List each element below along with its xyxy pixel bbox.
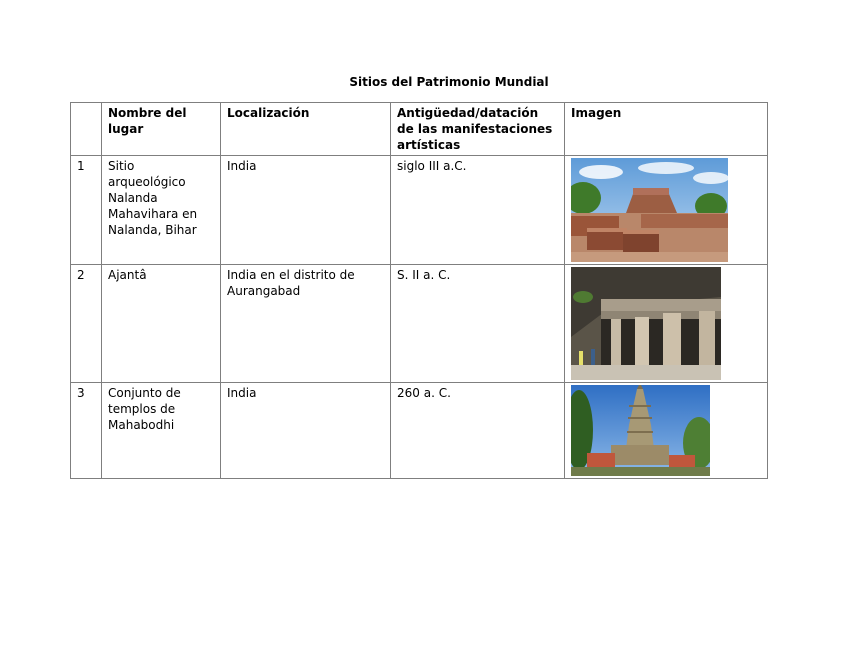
site-location: India en el distrito de Aurangabad (221, 265, 391, 383)
site-location: India (221, 156, 391, 265)
header-location: Localización (221, 103, 391, 156)
table-row (71, 265, 768, 383)
header-date: Antigüedad/datación de las manifestaciones artísticas (391, 103, 565, 156)
table-header-row (71, 103, 768, 156)
site-date: 260 a. C. (391, 383, 565, 479)
site-date: siglo III a.C. (391, 156, 565, 265)
site-location: India (221, 383, 391, 479)
ajanta-caves-photo (571, 267, 721, 380)
nalanda-ruins-photo (571, 158, 728, 262)
header-image: Imagen (565, 103, 768, 156)
header-number (71, 103, 102, 156)
row-number: 3 (71, 383, 102, 479)
heritage-sites-table (70, 102, 768, 479)
site-date: S. II a. C. (391, 265, 565, 383)
site-image-cell (565, 265, 768, 383)
document-title: Sitios del Patrimonio Mundial (349, 75, 549, 89)
table-row (71, 383, 768, 479)
site-name: Sitio arqueológico Nalanda Mahavihara en Nalanda, Bihar (102, 156, 221, 265)
row-number: 1 (71, 156, 102, 265)
site-image-cell (565, 156, 768, 265)
site-name: Conjunto de templos de Mahabodhi (102, 383, 221, 479)
mahabodhi-temple-photo (571, 385, 710, 476)
row-number: 2 (71, 265, 102, 383)
site-image-cell (565, 383, 768, 479)
table-row (71, 156, 768, 265)
site-name: Ajantâ (102, 265, 221, 383)
header-name: Nombre del lugar (102, 103, 221, 156)
